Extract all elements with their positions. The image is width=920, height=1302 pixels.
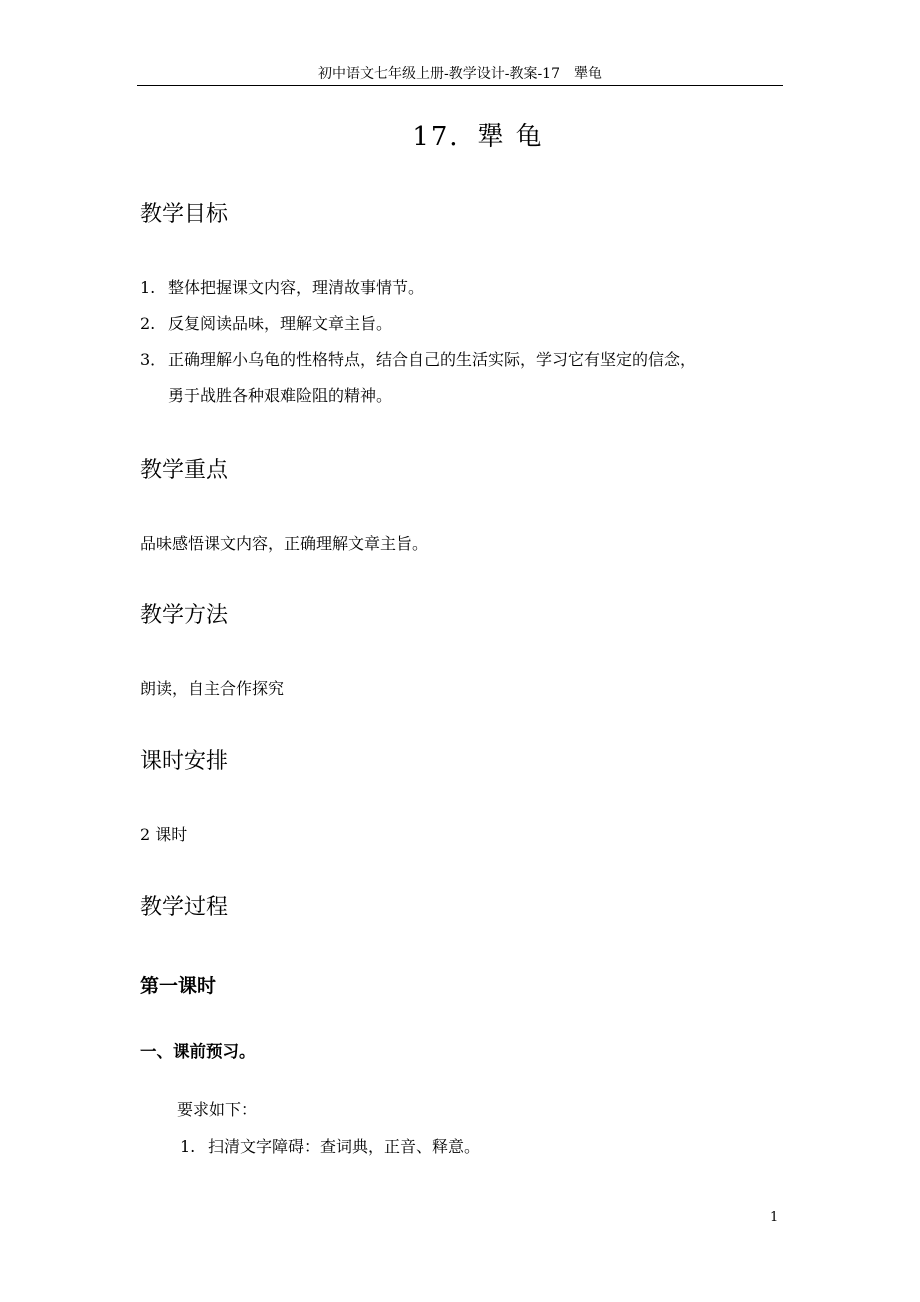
schedule-text: 2 课时 bbox=[140, 825, 188, 844]
goal-item-1 bbox=[140, 277, 424, 299]
running-header: 初中语文七年级上册-教学设计-教案-17 犟龟 bbox=[317, 66, 602, 82]
requirement-item-1-text: 扫清文字障碍：查词典，正音、释意。 bbox=[208, 1137, 481, 1156]
lesson-title: 17．犟 龟 bbox=[412, 122, 544, 152]
page-number: 1 bbox=[770, 1210, 779, 1225]
goal-item-2-text: 反复阅读品味，理解文章主旨。 bbox=[168, 314, 393, 333]
method-text: 朗读，自主合作探究 bbox=[140, 679, 285, 698]
requirements-label: 要求如下： bbox=[177, 1100, 258, 1119]
focus-text: 品味感悟课文内容，正确理解文章主旨。 bbox=[140, 534, 429, 553]
step-one-heading: 一、课前预习。 bbox=[140, 1042, 256, 1061]
requirement-item-1-number: 1. bbox=[180, 1137, 196, 1156]
heading-method: 教学方法 bbox=[140, 603, 229, 628]
goal-item-2 bbox=[140, 313, 392, 335]
goal-item-3-number: 3． bbox=[140, 350, 167, 369]
goal-item-3-text: 正确理解小乌龟的性格特点，结合自己的生活实际，学习它有坚定的信念， bbox=[168, 350, 697, 369]
header-rule bbox=[137, 85, 783, 86]
heading-schedule: 课时安排 bbox=[140, 749, 229, 774]
goal-item-3 bbox=[140, 349, 696, 371]
lesson-one-heading: 第一课时 bbox=[140, 975, 217, 997]
goal-item-1-number: 1. bbox=[140, 278, 156, 297]
goal-item-3-continuation: 勇于战胜各种艰难险阻的精神。 bbox=[168, 386, 393, 405]
goal-item-2-number: 2. bbox=[140, 314, 156, 333]
heading-focus: 教学重点 bbox=[140, 458, 229, 483]
requirement-item-1 bbox=[180, 1136, 480, 1158]
goal-item-1-text: 整体把握课文内容，理清故事情节。 bbox=[168, 278, 425, 297]
heading-process: 教学过程 bbox=[140, 895, 229, 920]
heading-goals: 教学目标 bbox=[140, 202, 229, 227]
